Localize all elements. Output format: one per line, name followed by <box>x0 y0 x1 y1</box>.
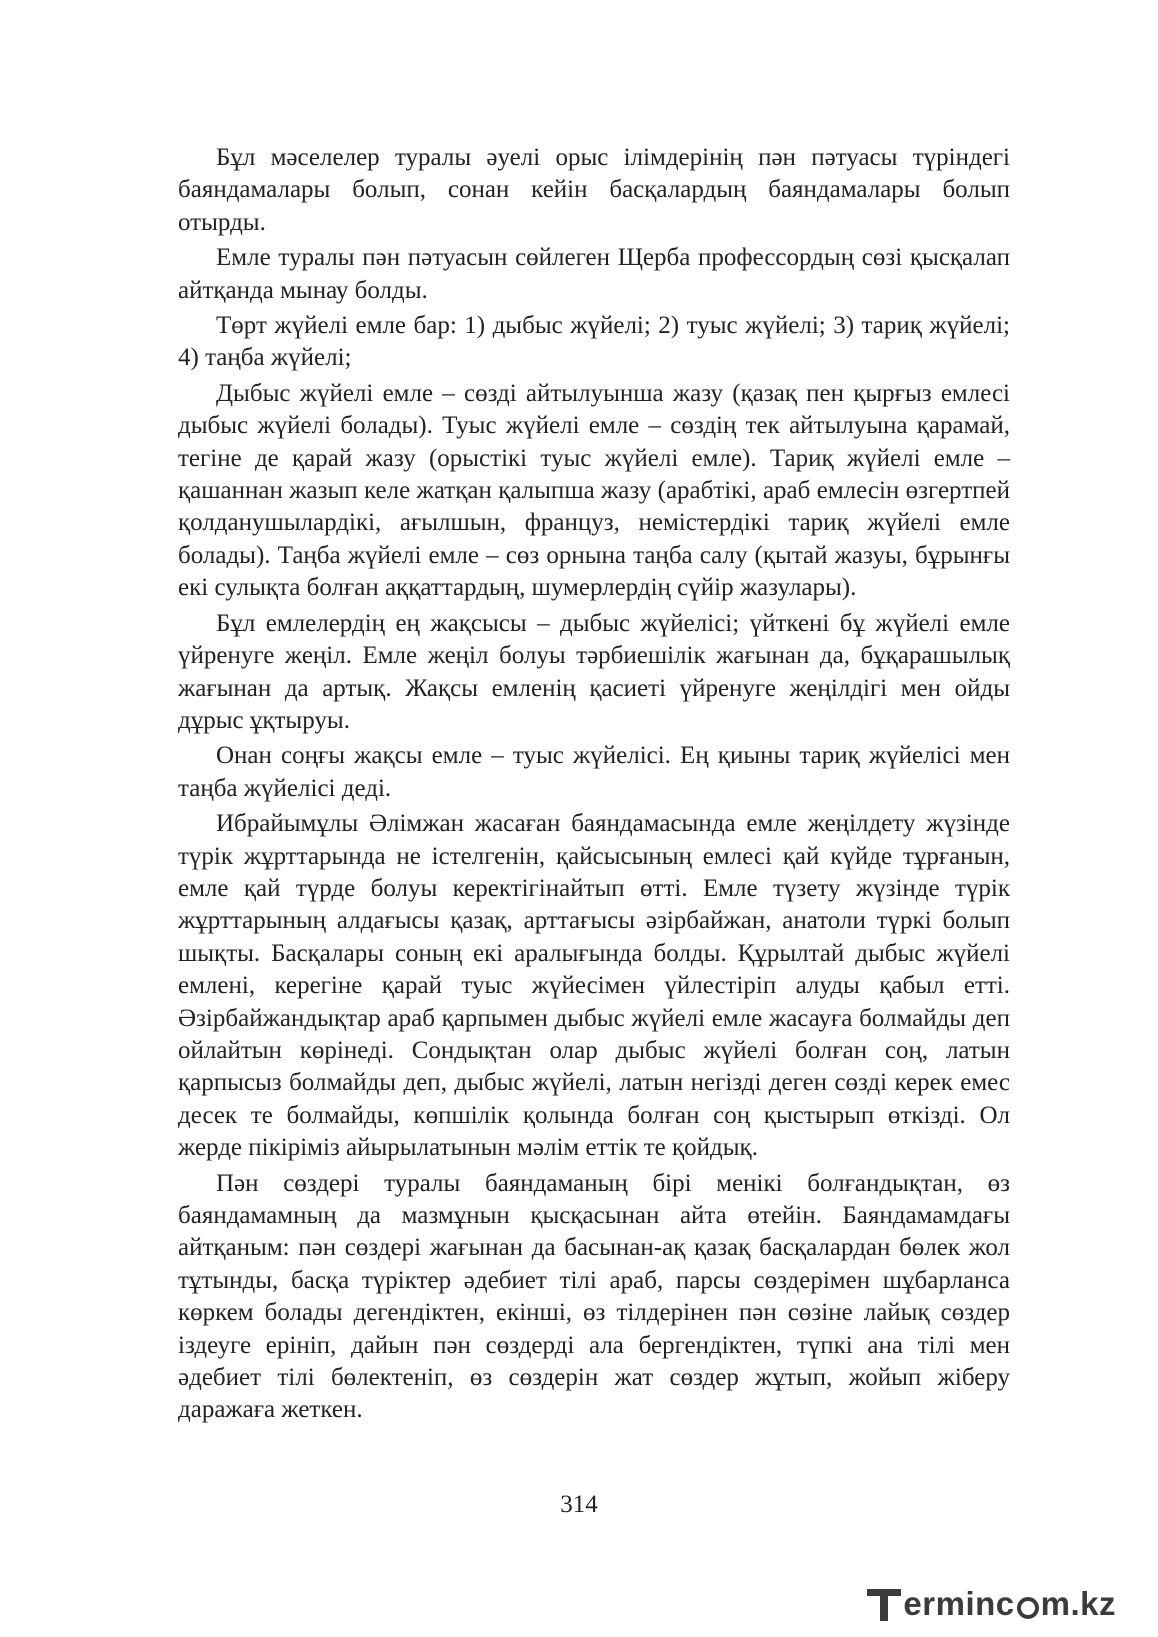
watermark-text: erminc <box>903 1585 1015 1622</box>
paragraph-1: Бұл мәселелер туралы әуелі орыс ілімдерінің пән пәтуасы түріндегі баяндамалары болып, сонан кейін басқалардың баяндамалары болып отырды. <box>178 144 1010 236</box>
termincom-logo-icon <box>867 1587 901 1621</box>
page-number: 314 <box>560 1491 598 1518</box>
watermark-text-tail: m.kz <box>1040 1585 1116 1622</box>
paragraph-4: Дыбыс жүйелі емле – сөзді айтылуынша жазу (қазақ пен қырғыз емлесі дыбыс жүйелі болады). Туыс жүйелі емле – сөздің тек айтылуына қарамай, тегіне де қарай жазу (орыстікі туыс жүйелі емле). Тариқ жүйелі емле – қашаннан жазып келе жатқан қалыпша жазу (арабтікі, араб емлесін өзгертпей қолданушылардікі, ағылшын, француз, немістердікі тариқ жүйелі емле болады). Таңба жүйелі емле – сөз орнына таңба салу (қытай жазуы, бұрынғы екі сулықта болған аққаттардың, шумерлердің сүйір жазулары). <box>178 379 1010 602</box>
watermark-o-mark <box>1017 1597 1039 1619</box>
paragraph-7: Ибрайымұлы Әлімжан жасаған баяндамасында емле жеңілдету жүзінде түрік жұрттарында не істелгенін, қайсысының емлесі қай күйде тұрғанын, емле қай түрде болуы керектігінайтып өтті. Емле түзету жүзінде түрік жұрттарының алдағысы қазақ, арттағысы әзірбайжан, анатоли түркі болып шықты. Басқалары соның екі аралығында болды. Құрылтай дыбыс жүйелі емлені, керегіне қарай туыс жүйесімен үйлестіріп алуды қабыл етті. Әзірбайжандықтар араб қарпымен дыбыс жүйелі емле жасауға болмайды деп ойлайтын көрінеді. Сондықтан олар дыбыс жүйелі болған соң, латын қарпысыз болмайды деп, дыбыс жүйелі, латын негізді деген сөзді керек емес десек те болмайды, көпшілік қолында болған соң қыстырып өткізді. Ол жерде пікіріміз айырылатынын мәлім еттік те қойдық. <box>178 810 1010 1162</box>
paragraph-2: Емле туралы пән пәтуасын сөйлеген Щерба профессордың сөзі қысқалап айтқанда мынау болды. <box>178 244 1010 304</box>
page-body <box>178 142 1010 1430</box>
paragraph-3: Төрт жүйелі емле бар: 1) дыбыс жүйелі; 2) туыс жүйелі; 3) тариқ жүйелі; 4) таңба жүйелі; <box>178 312 1010 372</box>
paragraph-6: Онан соңғы жақсы емле – туыс жүйелісі. Ең қиыны тариқ жүйелісі мен таңба жүйелісі деді. <box>178 742 1010 802</box>
watermark-logo <box>867 1582 1116 1626</box>
paragraph-5: Бұл емлелердің ең жақсысы – дыбыс жүйелісі; үйткені бұ жүйелі емле үйренуге жеңіл. Емле жеңіл болуы тәрбиешілік жағынан да, бұқарашылық жағынан да артық. Жақсы емленің қасиеті үйренуге жеңілдігі мен ойды дұрыс ұқтыруы. <box>178 609 1010 734</box>
paragraph-8: Пән сөздері туралы баяндаманың бірі менікі болғандықтан, өз баяндамамның да мазмұнын қысқасынан айта өтейін. Баяндамамдағы айтқаным: пән сөздері жағынан да басынан-ақ қазақ басқалардан бөлек жол тұтынды, басқа түріктер әдебиет тілі араб, парсы сөздерімен шұбарланса көркем болады дегендіктен, екінші, өз тілдерінен пән сөзіне лайық сөздер іздеуге ерініп, дайын пән сөздерді ала бергендіктен, түпкі ана тілі мен әдебиет тілі бөлектеніп, өз сөздерін жат сөздер жұтып, жойып жіберу даражаға жеткен. <box>178 1169 1010 1424</box>
